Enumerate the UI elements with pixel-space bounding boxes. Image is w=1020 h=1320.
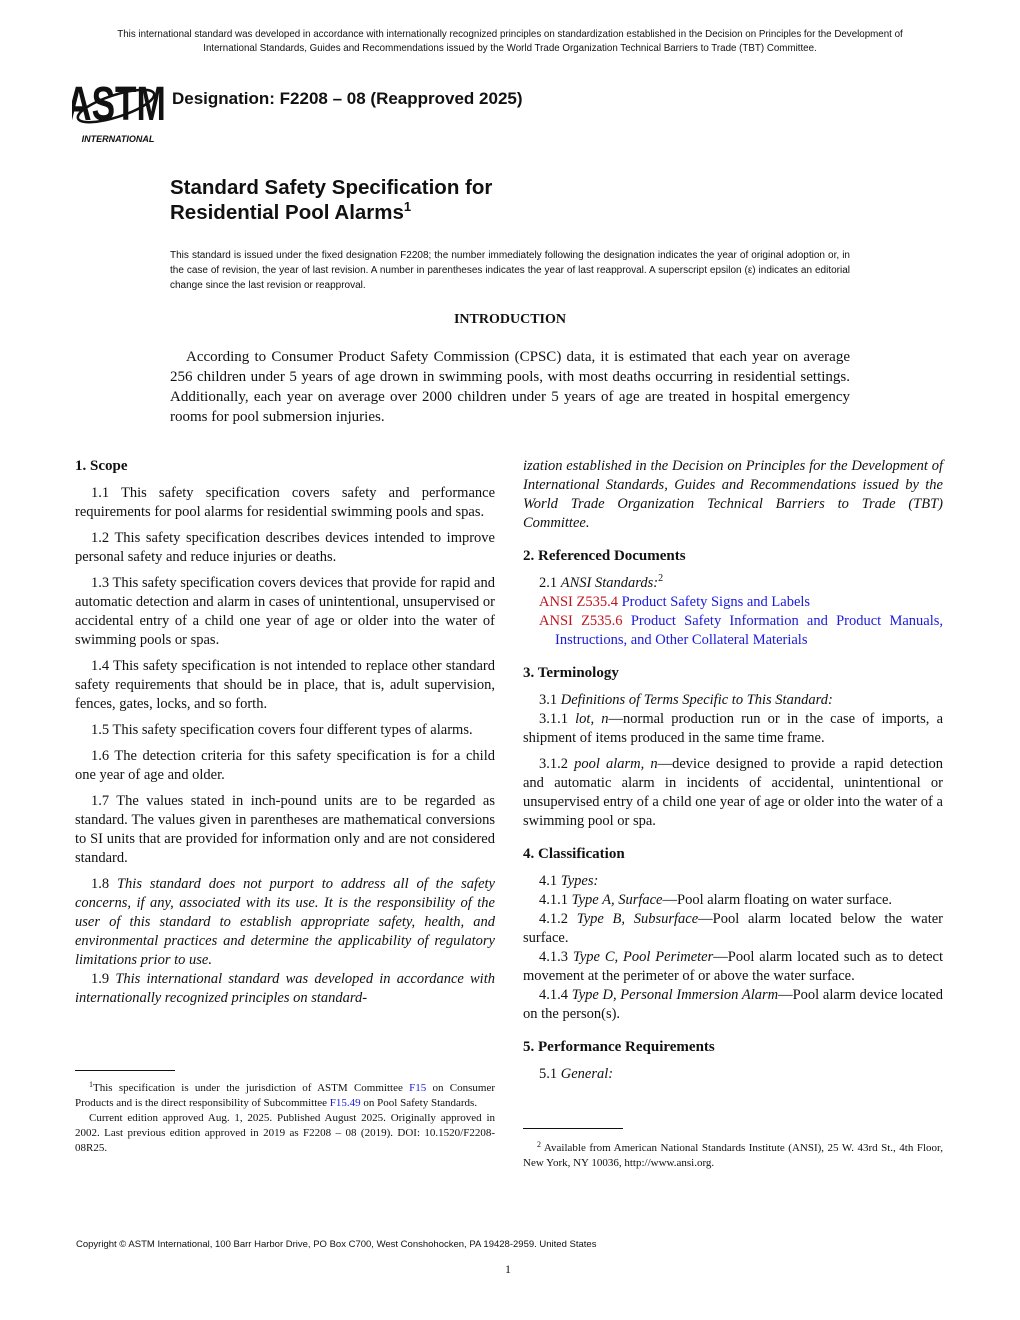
astm-logo <box>72 76 164 146</box>
section-1-heading: 1. Scope <box>75 458 128 474</box>
page-number: 1 <box>505 1262 511 1276</box>
section-3-heading: 3. Terminology <box>523 665 619 681</box>
footnotes-left <box>75 1070 495 1156</box>
ref-ansi-z535-6[interactable]: ANSI Z535.6 Product Safety Information and Product Manuals, Instructions, and Other Collateral Materials <box>539 613 944 648</box>
para-1-5: 1.5 This safety specification covers four different types of alarms. <box>91 722 473 738</box>
section-5-heading: 5. Performance Requirements <box>523 1039 715 1055</box>
ref-ansi-z535-4[interactable]: ANSI Z535.4 Product Safety Signs and Labels <box>539 594 811 610</box>
issued-note: This standard is issued under the fixed designation F2208; the number immediately following the designation indicates the year of original adoption or, in the case of revision, the year of last revision. A number in parentheses indicates the year of last reapproval. A superscript epsilon (ε) indicates an editorial change since the last revision or reapproval. <box>170 250 850 291</box>
designation: Designation: F2208 – 08 (Reapproved 2025) <box>172 89 523 108</box>
footnotes-right <box>523 1128 943 1171</box>
para-3-1-1: 3.1.1 lot, n—normal production run or in the case of imports, a shipment of items produced in the same time frame. <box>523 711 944 746</box>
para-4-1-4: 4.1.4 Type D, Personal Immersion Alarm—Pool alarm device located on the person(s). <box>523 987 943 1022</box>
para-1-6: 1.6 The detection criteria for this safety specification is for a child one year of age and older. <box>75 748 495 783</box>
section-4-heading: 4. Classification <box>523 846 625 862</box>
svg-text:ASTM: ASTM <box>72 76 164 131</box>
left-column <box>75 457 495 1008</box>
para-1-9-continued: ization established in the Decision on Principles for the Development of International Standards, Guides and Recommendations issued by the World Trade Organization Technical Barriers to Trade (TBT) Committee. <box>523 458 943 531</box>
tbt-notice: This international standard was developed in accordance with internationally recognized principles on standardization established in the Decision on Principles for the Development of International Standards, Guides and Recommendations issued by the World Trade Organization Technical Barriers to Trade (TBT) Committee. <box>117 28 903 54</box>
para-3-1: 3.1 Definitions of Terms Specific to This Standard: <box>539 692 833 708</box>
footnote-1: $^1$This specification is under the jurisdiction of ASTM Committee F15 on Consumer Products and is the direct responsibility of Subcommittee F15.49 on Pool Safety Standards. <box>75 1080 495 1109</box>
introduction-text: According to Consumer Product Safety Commission (CPSC) data, it is estimated that each year on average 256 children under 5 years of age drown in swimming pools, with most deaths occurring in residential settings. Additionally, each year on average over 2000 children under 5 years of age are treated in hospital emergency rooms for pool submersion injuries. <box>170 349 850 425</box>
para-4-1-2: 4.1.2 Type B, Subsurface—Pool alarm located below the water surface. <box>523 911 944 946</box>
title-line-2: Residential Pool Alarms$^1$ <box>170 199 412 224</box>
para-2-1: 2.1 ANSI Standards:$^2$ <box>539 573 664 591</box>
para-1-8: 1.8 This standard does not purport to address all of the safety concerns, if any, associated with its use. It is the responsibility of the user of this standard to establish appropriate safety, health, and environmental practices and determine the applicability of regulatory limitations prior to use. <box>75 876 495 968</box>
footnote-2: $^2$ Available from American National Standards Institute (ANSI), 25 W. 43rd St., 4th Floor, New York, NY 10036, http://www.ansi.org. <box>523 1140 943 1169</box>
para-4-1: 4.1 Types: <box>539 873 599 889</box>
para-1-4: 1.4 This safety specification is not intended to replace other standard safety requirements that should be in place, that is, adult supervision, fences, gates, locks, and so forth. <box>75 658 495 712</box>
para-1-1: 1.1 This safety specification covers safety and performance requirements for pool alarms for residential swimming pools and spas. <box>75 485 495 520</box>
para-1-9: 1.9 This international standard was developed in accordance with internationally recognized principles on standard- <box>75 971 495 1006</box>
para-3-1-2: 3.1.2 pool alarm, n—device designed to provide a rapid detection and automatic alarm in incidents of accidental, unintentional or unsupervised entry of a child one year of age or older into the water of a swimming pool or spa. <box>523 756 944 829</box>
subcommittee-link-f15-49[interactable]: F15.49 <box>329 1097 361 1109</box>
para-5-1: 5.1 General: <box>539 1066 614 1082</box>
document-title <box>170 175 492 225</box>
footnote-ref-1[interactable]: 1 <box>403 199 412 214</box>
para-4-1-1: 4.1.1 Type A, Surface—Pool alarm floating on water surface. <box>539 892 893 908</box>
footnote-rule <box>523 1128 623 1129</box>
footnote-ref-2[interactable]: 2 <box>658 573 664 584</box>
right-column <box>523 457 943 1084</box>
para-1-3: 1.3 This safety specification covers devices that provide for rapid and automatic detection and alarm in cases of unintentional, unsupervised or accidental entry of a child one year of age or older into the water of swimming pools or spas. <box>75 575 495 648</box>
footnote-1-edition: Current edition approved Aug. 1, 2025. Published August 2025. Originally approved in 2002. Last previous edition approved in 2019 as F2208 – 08 (2019). DOI: 10.1520/F2208-08R25. <box>75 1112 495 1154</box>
para-1-2: 1.2 This safety specification describes devices intended to improve personal safety and reduce injuries or deaths. <box>75 530 495 565</box>
section-2-heading: 2. Referenced Documents <box>523 548 686 564</box>
para-1-7: 1.7 The values stated in inch-pound units are to be regarded as standard. The values given in parentheses are mathematical conversions to SI units that are provided for information only and are not considered standard. <box>75 793 495 866</box>
para-4-1-3: 4.1.3 Type C, Pool Perimeter—Pool alarm located such as to detect movement at the perimeter of or above the water surface. <box>523 949 944 984</box>
introduction-heading: INTRODUCTION <box>453 312 566 327</box>
svg-text:INTERNATIONAL: INTERNATIONAL <box>81 134 155 144</box>
copyright: Copyright © ASTM International, 100 Barr Harbor Drive, PO Box C700, West Conshohocken, PA 19428-2959. United States <box>76 1239 597 1250</box>
astm-logo-icon <box>72 76 164 146</box>
footnote-rule <box>75 1070 175 1071</box>
title-line-1: Standard Safety Specification for <box>170 176 493 199</box>
committee-link-f15[interactable]: F15 <box>409 1082 427 1094</box>
